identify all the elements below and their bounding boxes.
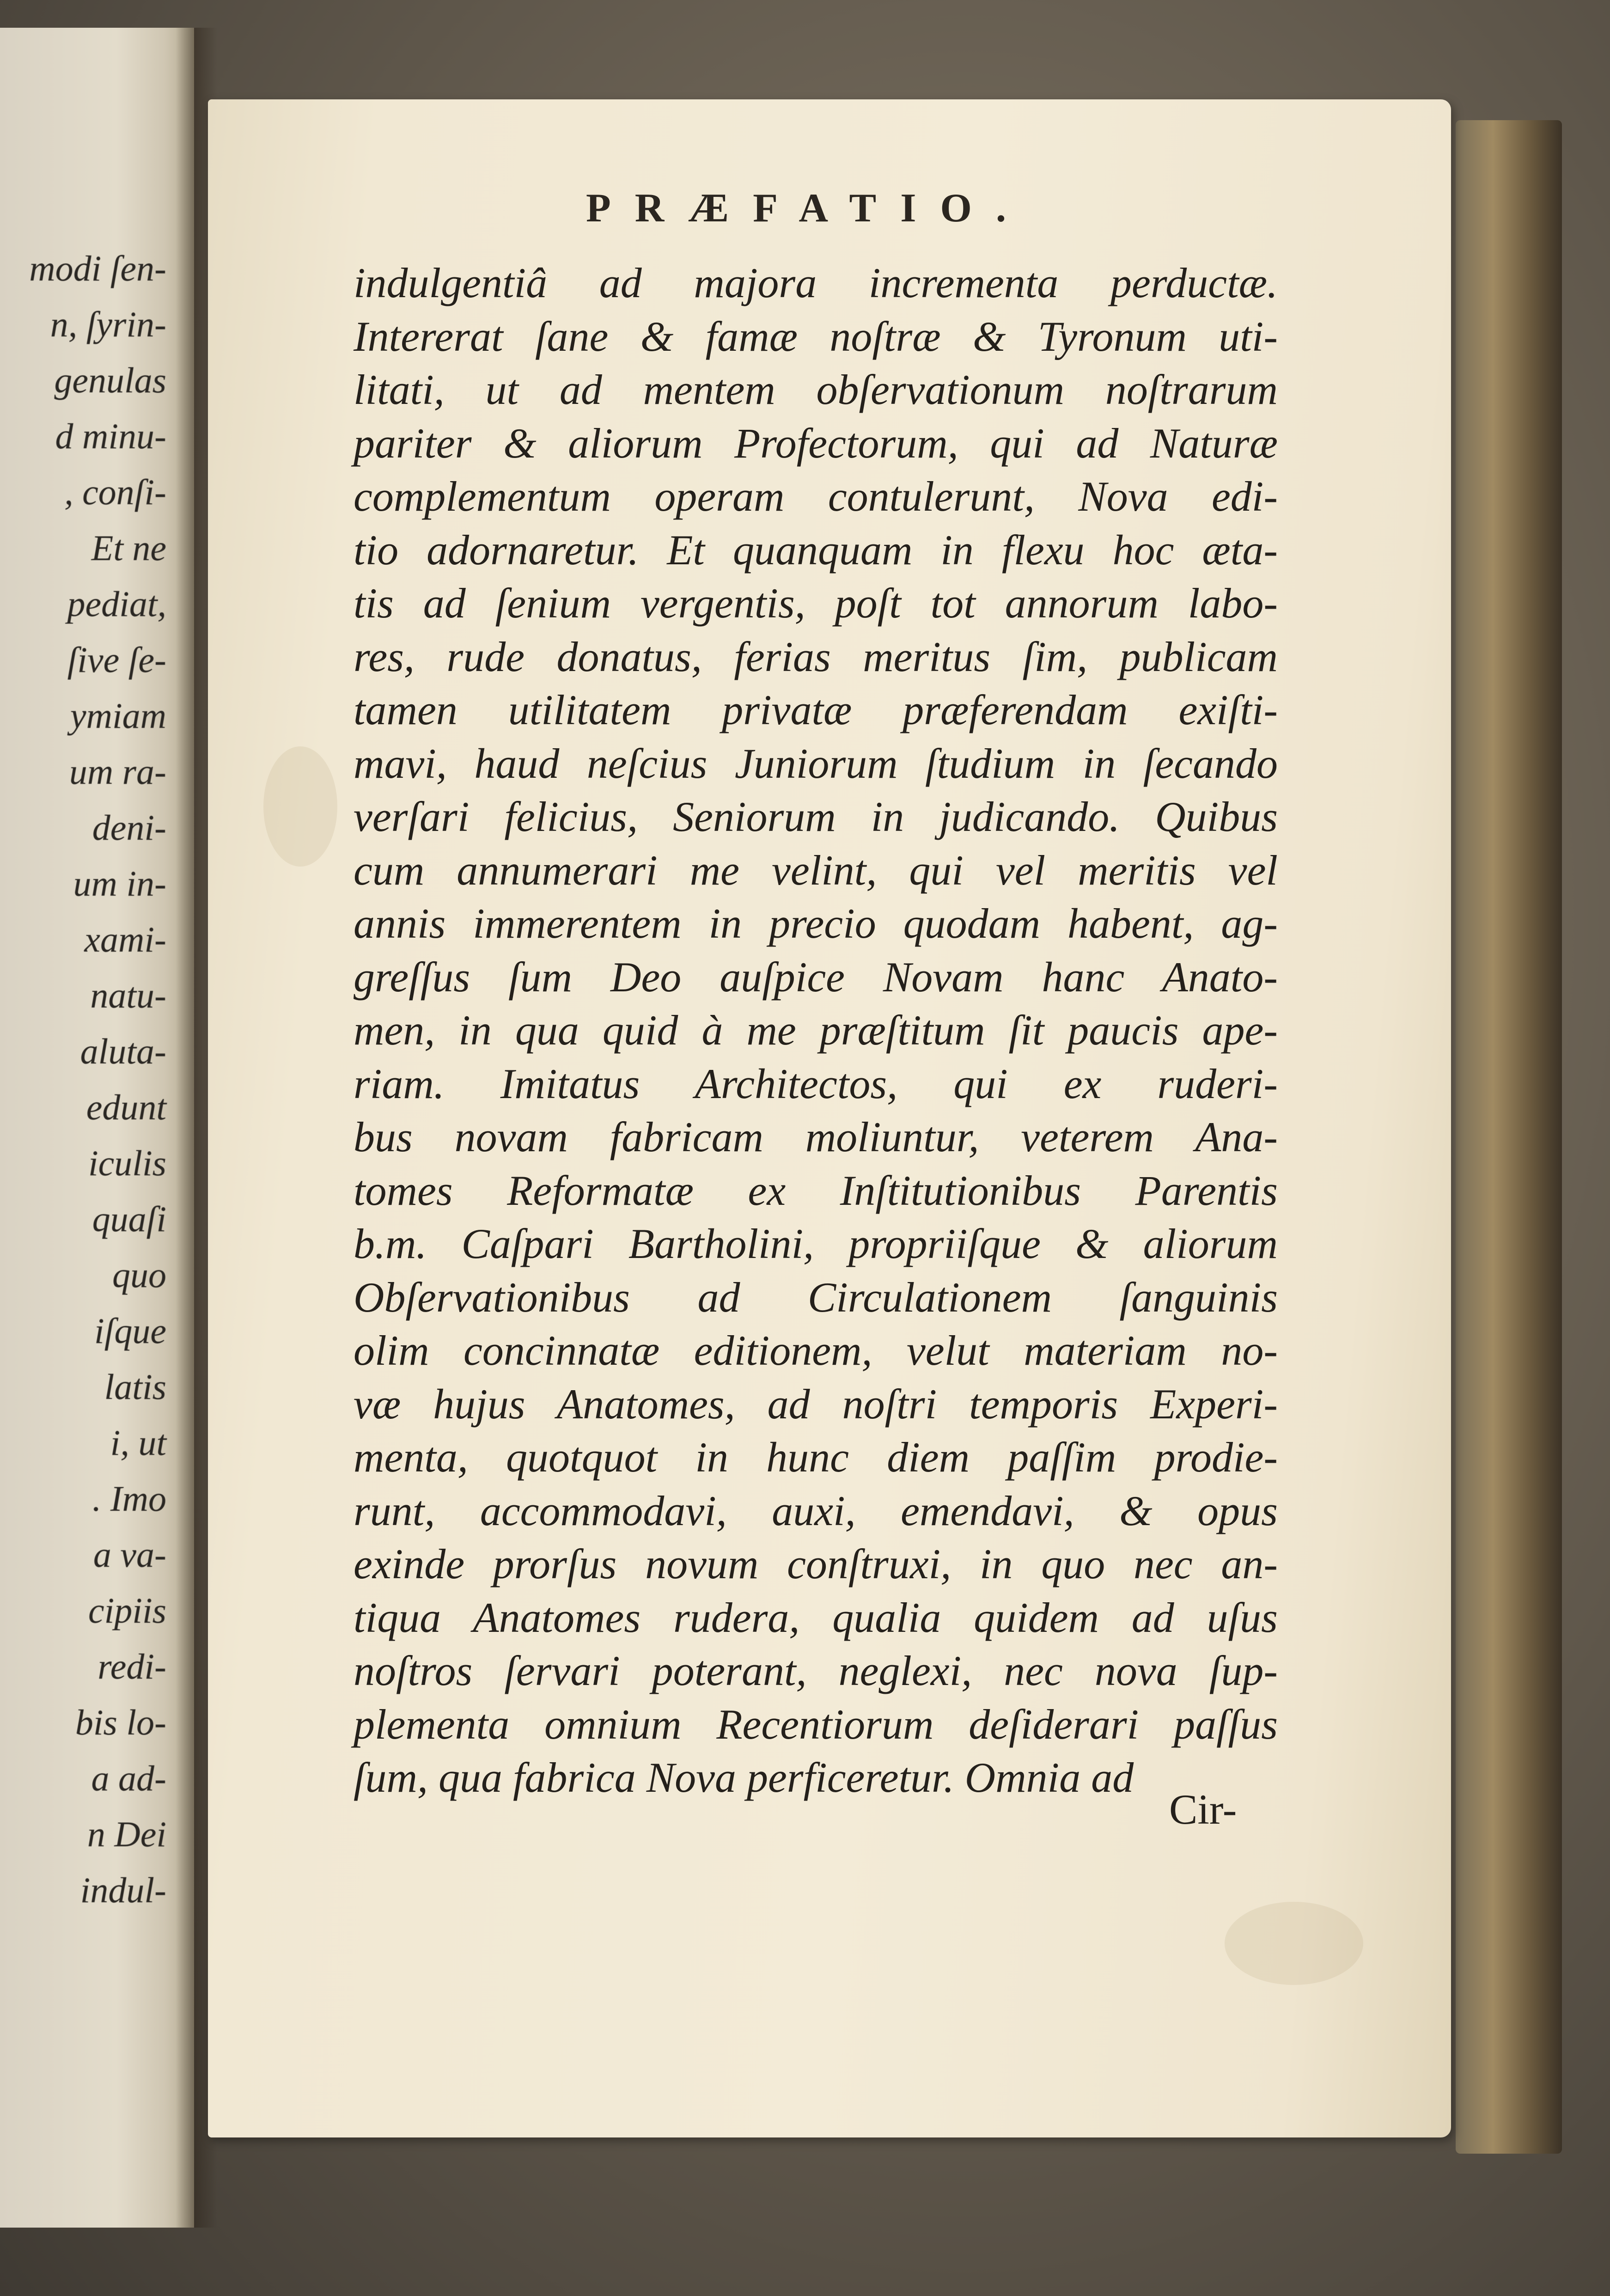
left-page-fragment: indul-: [80, 1870, 166, 1910]
catchword: Cir-: [1169, 1786, 1237, 1833]
left-page-fragment: quaſi: [92, 1199, 166, 1239]
left-page-fragment: iculis: [88, 1143, 166, 1183]
text-line: complementum operam contulerunt, Nova edi-: [354, 473, 1278, 520]
left-page-fragment: n Dei: [87, 1814, 166, 1854]
left-page-fragment: latis: [104, 1367, 166, 1407]
left-page-fragment: a va-: [93, 1534, 166, 1575]
left-page-fragment: xami-: [84, 919, 166, 959]
left-page-fragment: ſive ſe-: [67, 640, 166, 680]
paper-stain: [1225, 1902, 1363, 1985]
text-line: exinde prorſus novum conſtruxi, in quo nec an-: [354, 1540, 1278, 1588]
text-line: menta, quotquot in hunc diem paſſim prodie-: [354, 1434, 1278, 1481]
left-page-fragment: . Imo: [92, 1478, 166, 1519]
text-line: tio adornaretur. Et quanquam in flexu hoc æta-: [354, 526, 1278, 574]
left-page-fragment: iſque: [94, 1311, 166, 1351]
left-page-fragment: um in-: [73, 863, 166, 904]
left-page-fragment: um ra-: [69, 751, 166, 792]
left-page-text-fragments: [14, 240, 166, 1918]
text-line: cum annumerari me velint, qui vel meritis vel: [354, 846, 1278, 894]
text-line: litati, ut ad mentem obſervationum noſtrarum: [354, 366, 1278, 413]
text-line: riam. Imitatus Architectos, qui ex ruderi-: [354, 1060, 1278, 1107]
left-page-fragment: edunt: [86, 1087, 166, 1127]
text-line: ſum, qua fabrica Nova perficeretur. Omnia ad: [354, 1754, 1134, 1801]
left-page-fragment: , conſi-: [64, 472, 166, 512]
text-line: men, in qua quid à me præſtitum ſit paucis ape-: [354, 1007, 1278, 1054]
left-page-fragment: redi-: [98, 1646, 166, 1686]
text-line: indulgentiâ ad majora incrementa perductæ.: [354, 259, 1278, 306]
text-line: res, rude donatus, ferias meritus ſim, publicam: [354, 633, 1278, 680]
text-line: tis ad ſenium vergentis, poſt tot annorum labo-: [354, 580, 1278, 627]
paper-stain: [263, 746, 337, 867]
left-page-fragment: genulas: [54, 360, 166, 400]
text-line: pariter & aliorum Profectorum, qui ad Naturæ: [354, 419, 1278, 467]
left-page-fragment: d minu-: [55, 416, 166, 456]
text-line: tamen utilitatem privatæ præferendam exiſti-: [354, 686, 1278, 733]
left-facing-page: [0, 28, 194, 2228]
text-line: olim concinnatæ editionem, velut materiam no-: [354, 1327, 1278, 1374]
text-line: tomes Reformatæ ex Inſtitutionibus Parentis: [354, 1166, 1278, 1214]
left-page-fragment: pediat,: [67, 584, 166, 624]
text-line: bus novam fabricam moliuntur, veterem Ana-: [354, 1113, 1278, 1160]
text-line: Intererat ſane & famæ noſtræ & Tyronum uti-: [354, 312, 1278, 360]
text-line: væ hujus Anatomes, ad noſtri temporis Experi-: [354, 1380, 1278, 1428]
text-line: tiqua Anatomes rudera, qualia quidem ad uſus: [354, 1594, 1278, 1641]
left-page-fragment: modi ſen-: [29, 248, 166, 288]
left-page-fragment: ymiam: [70, 696, 166, 736]
text-line: b.m. Caſpari Bartholini, propriiſque & aliorum: [354, 1220, 1278, 1267]
left-page-fragment: natu-: [90, 975, 166, 1015]
book-cover-edge: [1456, 120, 1562, 2154]
left-page-fragment: a ad-: [91, 1758, 166, 1798]
body-text: [354, 256, 1278, 1805]
text-line: annis immerentem in precio quodam habent, ag-: [354, 900, 1278, 947]
left-page-fragment: cipiis: [88, 1590, 166, 1630]
running-head: PRÆFATIO.: [586, 186, 1030, 231]
left-page-fragment: i, ut: [110, 1423, 166, 1463]
left-page-fragment: aluta-: [80, 1031, 166, 1071]
left-page-fragment: n, ſyrin-: [50, 304, 166, 344]
text-line: runt, accommodavi, auxi, emendavi, & opus: [354, 1487, 1278, 1534]
left-page-fragment: quo: [112, 1255, 166, 1295]
text-line: plementa omnium Recentiorum deſiderari paſſus: [354, 1700, 1278, 1748]
text-line: Obſervationibus ad Circulationem ſanguinis: [354, 1273, 1278, 1321]
left-page-fragment: Et ne: [91, 528, 166, 568]
text-line: noſtros ſervari poterant, neglexi, nec nova ſup-: [354, 1647, 1278, 1694]
left-page-fragment: deni-: [92, 807, 166, 848]
text-line: verſari felicius, Seniorum in judicando. Quibus: [354, 793, 1278, 840]
text-line: mavi, haud neſcius Juniorum ſtudium in ſecando: [354, 739, 1278, 787]
left-page-fragment: bis lo-: [75, 1702, 166, 1742]
text-line: greſſus ſum Deo auſpice Novam hanc Anato-: [354, 953, 1278, 1001]
